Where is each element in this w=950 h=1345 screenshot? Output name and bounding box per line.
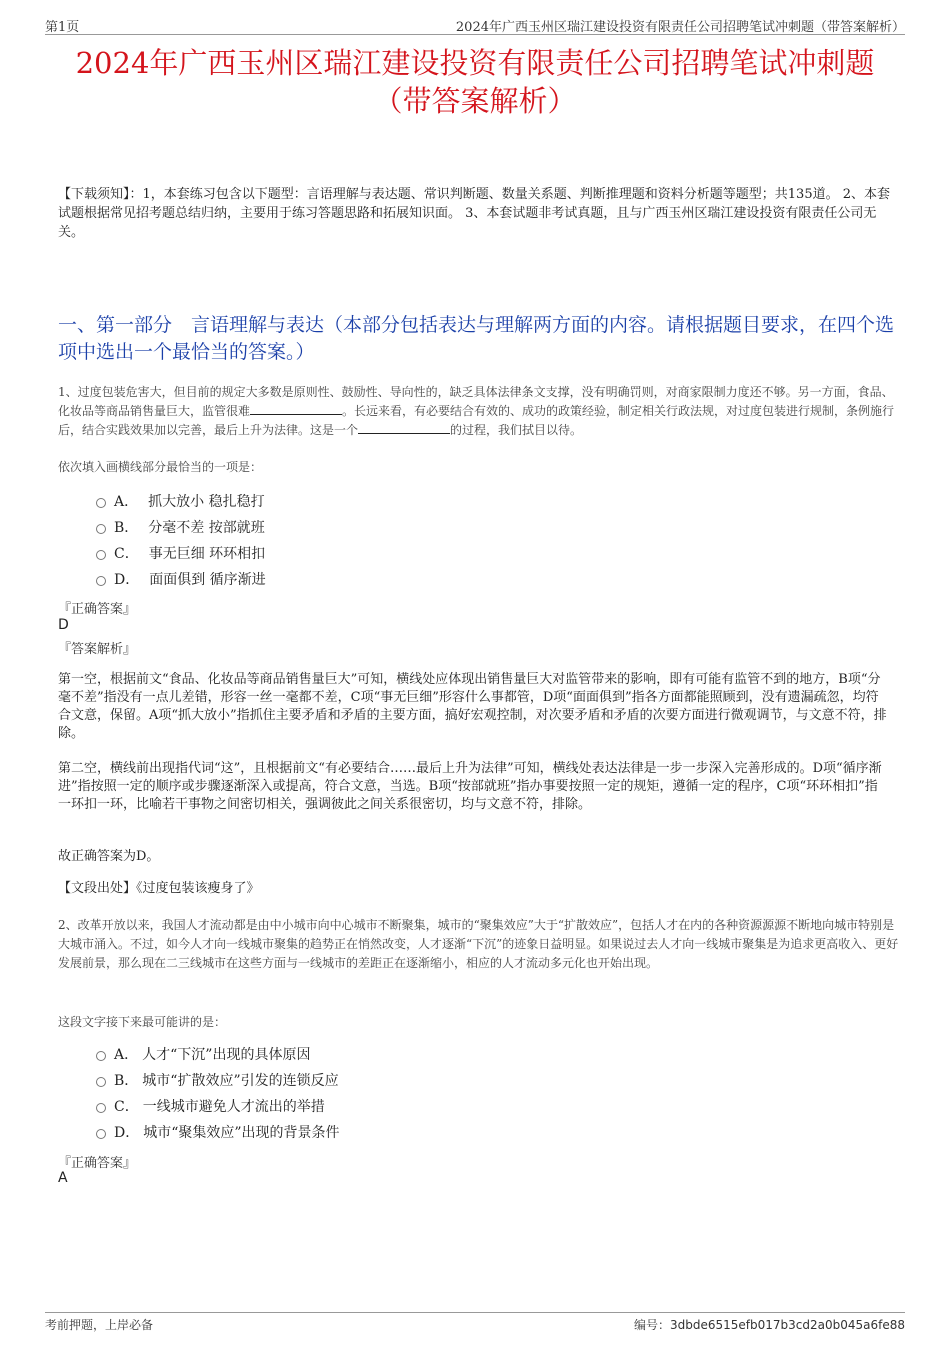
q1-options — [96, 488, 266, 592]
title-line-2: （带答案解析） — [373, 84, 577, 118]
q2-option-d[interactable]: D． 城市“聚集效应”出现的背景条件 — [96, 1119, 340, 1145]
q1-analysis-paragraph-1: 第一空，根据前文“食品、化妆品等商品销售量巨大”可知，横线处应体现出销售量巨大对监管带来的影响，即有可能有监管不到的地方，B项“分毫不差”指没有一点儿差错，形容一丝一毫都不差，C项“事无巨细”形容什么事都管，D项“面面俱到”指各方面都能照顾到，没有遗漏疏忽，均符合文意，保留。A项“抓大放小”指抓住主要矛盾和矛盾的主要方面，搞好宏观控制，对次要矛盾和矛盾的次要方面进行微观调节，与文意不符，排除。 — [58, 672, 887, 741]
document-title — [45, 44, 905, 120]
page-number: 第1页 — [45, 20, 80, 35]
q2-option-a[interactable]: A． 人才“下沉”出现的具体原因 — [96, 1041, 340, 1067]
fill-blank-2 — [358, 421, 450, 434]
download-notice: 【下载须知】：1，本套练习包含以下题型：言语理解与表达题、常识判断题、数量关系题、判断推理题和资料分析题等题型；共135道。 2、本套试题根据常见招考题总结归纳，主要用于练习答题思路和拓展知识面。 3、本套试题非考试真题，且与广西玉州区瑞江建设投资有限责任公司无关。 — [58, 187, 890, 240]
q2-answer: A — [58, 1170, 68, 1186]
q1-source: 【文段出处】《过度包装该瘦身了》 — [58, 881, 260, 896]
q1-answer: D — [58, 617, 69, 633]
radio-icon[interactable] — [96, 1077, 106, 1087]
question-1-stem — [58, 383, 900, 440]
header-doc-title: 2024年广西玉州区瑞江建设投资有限责任公司招聘笔试冲刺题（带答案解析） — [455, 20, 905, 35]
q2-answer-label: 『正确答案』 — [58, 1156, 137, 1171]
q1-prompt: 依次填入画横线部分最恰当的一项是： — [58, 460, 263, 474]
radio-icon[interactable] — [96, 1129, 106, 1139]
q2-option-b[interactable]: B． 城市“扩散效应”引发的连锁反应 — [96, 1067, 340, 1093]
question-2-stem: 2、改革开放以来，我国人才流动都是由中小城市向中心城市不断聚集，城市的“聚集效应”大于“扩散效应”，包括人才在内的各种资源源源不断地向城市特别是大城市涌入。不过，如今人才向一线城市聚集的趋势正在悄然改变，人才逐渐“下沉”的迹象日益明显。如果说过去人才向一线城市聚集是为追求更高收入、更好发展前景，那么现在二三线城市在这些方面与一线城市的差距正在逐渐缩小，相应的人才流动多元化也开始出现。 — [58, 918, 899, 970]
footer-code: 编号：3dbde6515efb017b3cd2a0b045a6fe88 — [633, 1318, 905, 1332]
q1-conclusion: 故正确答案为D。 — [58, 849, 160, 864]
radio-icon[interactable] — [96, 1103, 106, 1113]
q2-prompt: 这段文字接下来最可能讲的是： — [58, 1015, 227, 1029]
q1-option-b[interactable]: B． 分毫不差 按部就班 — [96, 514, 266, 540]
q1-text-a: 1、过度包装危害大，但目前的规定大多数是原则性、鼓励性、导向性的，缺乏具体法律条文支撑，没有明确罚则，对商家限制力度还不够。另一方面，食品、化妆品等商品销售量巨大，监管很难 — [58, 385, 894, 418]
page-header — [45, 14, 905, 35]
q1-option-d[interactable]: D． 面面俱到 循序渐进 — [96, 566, 266, 592]
q1-text-c: 的过程，我们拭目以待。 — [450, 423, 583, 437]
fill-blank-1 — [250, 402, 342, 415]
radio-icon[interactable] — [96, 524, 106, 534]
q1-analysis-paragraph-2: 第二空，横线前出现指代词“这”，且根据前文“有必要结合……最后上升为法律”可知，横线处表达法律是一步一步深入完善形成的。D项“循序渐进”指按照一定的顺序或步骤逐渐深入或提高，符合文意，当选。B项“按部就班”指办事要按照一定的规矩，遵循一定的程序，C项“环环相扣”指一环扣一环，比喻若干事物之间密切相关，强调彼此之间关系很密切，均与文意不符，排除。 — [58, 761, 882, 812]
title-line-1: 2024年广西玉州区瑞江建设投资有限责任公司招聘笔试冲刺题 — [75, 46, 875, 80]
q1-option-c[interactable]: C． 事无巨细 环环相扣 — [96, 540, 266, 566]
radio-icon[interactable] — [96, 1051, 106, 1061]
footer-slogan: 考前押题，上岸必备 — [45, 1318, 154, 1332]
q2-option-c[interactable]: C． 一线城市避免人才流出的举措 — [96, 1093, 340, 1119]
q1-analysis-label: 『答案解析』 — [58, 642, 137, 657]
q2-options — [96, 1041, 340, 1145]
radio-icon[interactable] — [96, 550, 106, 560]
q1-answer-label: 『正确答案』 — [58, 602, 137, 617]
page-footer — [45, 1312, 905, 1335]
q1-text-b: 。长远来看，有必要结合有效的、成功的政策经验，制定相关行政法规，对过度包装进行规制，条例施行后，结合实践效果加以完善，最后上升为法律。这是一个 — [58, 404, 895, 437]
radio-icon[interactable] — [96, 498, 106, 508]
radio-icon[interactable] — [96, 576, 106, 586]
q1-option-a[interactable]: A． 抓大放小 稳扎稳打 — [96, 488, 266, 514]
section-heading: 一、第一部分 言语理解与表达（本部分包括表达与理解两方面的内容。请根据题目要求，在四个选项中选出一个最恰当的答案。） — [58, 314, 895, 363]
